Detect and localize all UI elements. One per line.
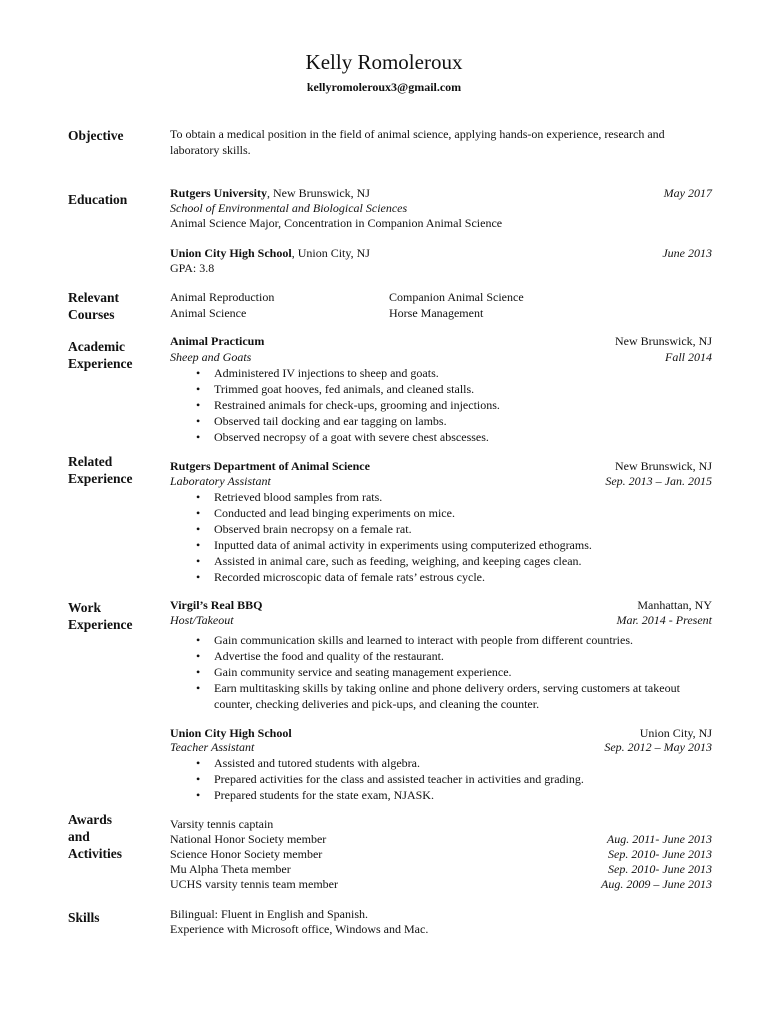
experience-date: Sep. 2013 – Jan. 2015	[605, 474, 712, 488]
experience-title: Union City High School	[170, 726, 292, 740]
list-item: • Prepared students for the state exam, NJASK.	[196, 788, 584, 804]
work-bullet-list	[196, 756, 584, 804]
list-item: • Observed brain necropsy on a female rat.	[196, 522, 592, 538]
list-item: • Earn multitasking skills by taking online and phone delivery orders, serving customers at takeout counter, checking deliveries and pick-ups, and cleaning the counter.	[196, 681, 714, 713]
list-item: • Observed tail docking and ear tagging on lambs.	[196, 414, 500, 430]
education-detail: Animal Science Major, Concentration in Companion Animal Science	[170, 216, 503, 230]
list-item: • Restrained animals for check-ups, grooming and injections.	[196, 398, 500, 414]
list-item: • Prepared activities for the class and assisted teacher in activities and grading.	[196, 772, 584, 788]
list-item: • Advertise the food and quality of the restaurant.	[196, 649, 714, 665]
school-name: Rutgers University	[170, 186, 267, 200]
school-location: , Union City, NJ	[291, 246, 370, 260]
course-item: Animal Reproduction	[170, 290, 275, 304]
experience-title: Rutgers Department of Animal Science	[170, 459, 370, 473]
skill-item: Bilingual: Fluent in English and Spanish.	[170, 907, 368, 921]
section-label-related: Related Experience	[68, 454, 133, 486]
list-item: • Assisted and tutored students with algebra.	[196, 756, 584, 772]
list-item: • Conducted and lead binging experiments on mice.	[196, 506, 592, 522]
list-item: • Inputted data of animal activity in experiments using computerized ethograms.	[196, 538, 592, 554]
education-date: June 2013	[662, 246, 712, 260]
experience-subtitle: Laboratory Assistant	[170, 474, 271, 488]
education-subtitle: School of Environmental and Biological Sciences	[170, 201, 408, 215]
email-address: kellyromoleroux3@gmail.com	[306, 80, 462, 94]
award-date: Sep. 2010- June 2013	[608, 862, 712, 876]
list-item: • Recorded microscopic data of female rats’ estrous cycle.	[196, 570, 592, 586]
award-date: Sep. 2010- June 2013	[608, 847, 712, 861]
course-item: Companion Animal Science	[389, 290, 524, 304]
award-item: UCHS varsity tennis team member	[170, 877, 338, 891]
experience-date: Mar. 2014 - Present	[616, 613, 712, 627]
skill-item: Experience with Microsoft office, Windows and Mac.	[170, 922, 429, 936]
school-location: , New Brunswick, NJ	[266, 186, 370, 200]
section-label-skills: Skills	[68, 910, 100, 925]
education-date: May 2017	[663, 186, 712, 200]
list-item: • Retrieved blood samples from rats.	[196, 490, 592, 506]
experience-title: Animal Practicum	[170, 334, 265, 348]
section-label-objective: Objective	[68, 128, 124, 143]
academic-bullet-list	[196, 366, 500, 446]
education-entry-rutgers	[170, 186, 370, 202]
course-item: Animal Science	[170, 306, 247, 320]
course-item: Horse Management	[389, 306, 484, 320]
list-item: • Trimmed goat hooves, fed animals, and cleaned stalls.	[196, 382, 500, 398]
experience-location: Union City, NJ	[639, 726, 712, 740]
experience-subtitle: Teacher Assistant	[170, 740, 255, 754]
list-item: • Observed necropsy of a goat with severe chest abscesses.	[196, 430, 500, 446]
section-label-awards: Awards and Activities	[68, 812, 122, 861]
award-item: Mu Alpha Theta member	[170, 862, 291, 876]
objective-text: To obtain a medical position in the field of animal science, applying hands-on experience, research and laboratory skills.	[170, 127, 665, 157]
experience-subtitle: Host/Takeout	[170, 613, 234, 627]
list-item: • Administered IV injections to sheep and goats.	[196, 366, 500, 382]
award-item: Varsity tennis captain	[170, 817, 274, 831]
award-item: Science Honor Society member	[170, 847, 323, 861]
experience-location: New Brunswick, NJ	[615, 334, 712, 348]
award-date: Aug. 2009 – June 2013	[601, 877, 712, 891]
section-label-courses: Relevant Courses	[68, 290, 119, 322]
school-name: Union City High School	[170, 246, 292, 260]
list-item: • Assisted in animal care, such as feeding, weighing, and keeping cages clean.	[196, 554, 592, 570]
resume-name: Kelly Romoleroux	[305, 50, 463, 74]
award-date: Aug. 2011- June 2013	[606, 832, 712, 846]
section-label-academic: Academic Experience	[68, 339, 133, 371]
experience-subtitle: Sheep and Goats	[170, 350, 252, 364]
experience-location: Manhattan, NY	[637, 598, 712, 612]
experience-title: Virgil’s Real BBQ	[170, 598, 263, 612]
experience-date: Sep. 2012 – May 2013	[604, 740, 712, 754]
education-entry-highschool	[170, 246, 370, 262]
list-item: • Gain communication skills and learned to interact with people from different countries.	[196, 633, 714, 649]
education-detail: GPA: 3.8	[170, 261, 215, 275]
experience-location: New Brunswick, NJ	[615, 459, 712, 473]
work-bullet-list	[196, 633, 714, 713]
list-item: • Gain community service and seating management experience.	[196, 665, 714, 681]
section-label-work: Work Experience	[68, 600, 133, 632]
related-bullet-list	[196, 490, 592, 585]
award-item: National Honor Society member	[170, 832, 327, 846]
section-label-education: Education	[68, 192, 128, 207]
experience-date: Fall 2014	[665, 350, 712, 364]
